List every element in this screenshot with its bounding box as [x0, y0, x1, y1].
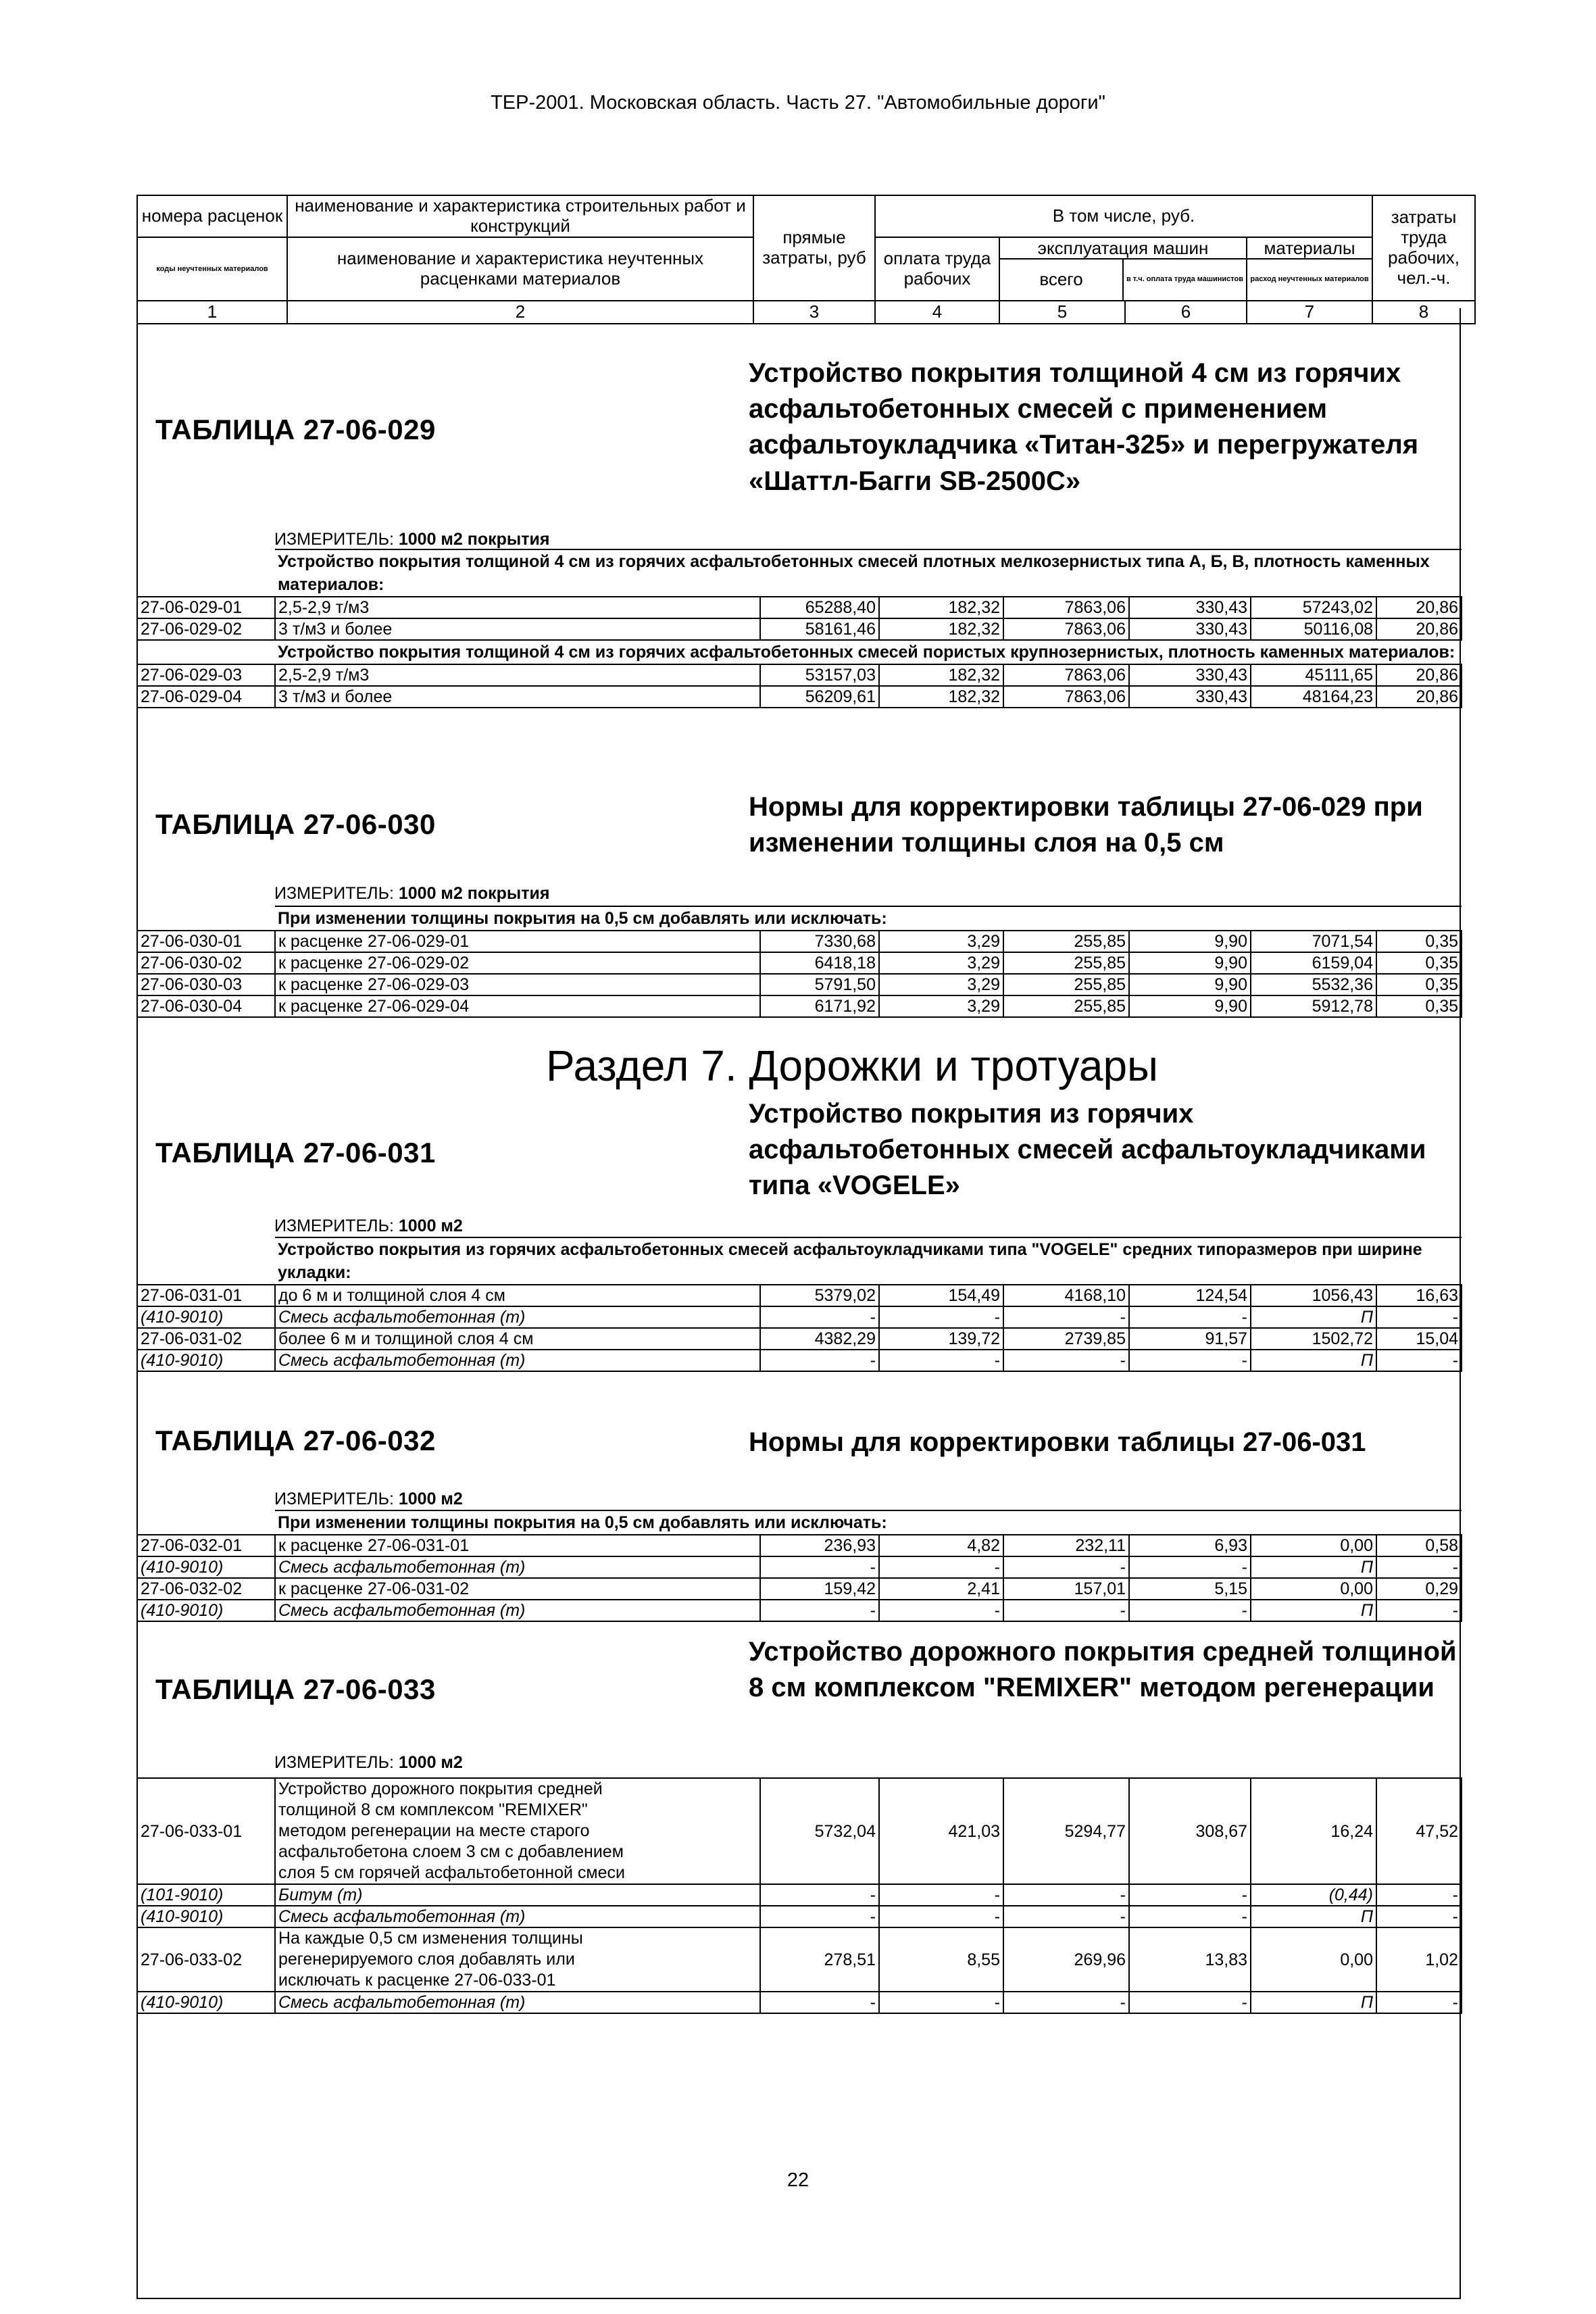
col3-direct-costs: прямые затраты, руб [753, 195, 875, 301]
table-row: (410-9010) Смесь асфальтобетонная (т) - - - - П - [137, 1992, 1462, 2013]
table-row: (410-9010) Смесь асфальтобетонная (т) - - - - П - [137, 1556, 1462, 1578]
col-num: 2 [287, 301, 753, 324]
table-031-measure: ИЗМЕРИТЕЛЬ: 1000 м2 [274, 1216, 463, 1235]
col-num: 6 [1125, 301, 1247, 324]
table-row: 27-06-029-03 2,5-2,9 т/м3 53157,03 182,32 7863,06 330,43 45111,65 20,86 [137, 664, 1462, 686]
table-row: 27-06-030-03 к расценке 27-06-029-03 5791,50 3,29 255,85 9,90 5532,36 0,35 [137, 974, 1462, 995]
col2-bottom: наименование и характеристика неучтенных расценками материалов [287, 237, 753, 301]
table-033-rows [136, 1777, 1462, 2014]
machines-header: эксплуатация машин [1000, 238, 1246, 260]
table-029-title: Устройство покрытия толщиной 4 см из горячих асфальтобетонных смесей с применением асфальтоукладчика «Титан-325» и перегружателя «Шаттл-Багги SB-2500C» [749, 358, 1419, 496]
table-row: 27-06-032-01 к расценке 27-06-031-01 236,93 4,82 232,11 6,93 0,00 0,58 [137, 1535, 1462, 1556]
table-row: 27-06-031-01 до 6 м и толщиной слоя 4 см 5379,02 154,49 4168,10 124,54 1056,43 16,63 [137, 1285, 1462, 1306]
table-032-title: Нормы для корректировки таблицы 27-06-031 [749, 1427, 1366, 1457]
table-032-subheading: При изменении толщины покрытия на 0,5 см добавлять или исключать: [275, 1510, 1462, 1535]
col6-operators: в т.ч. оплата труда машинистов [1126, 275, 1244, 284]
col1-top: номера расценок [137, 195, 287, 237]
table-row: (410-9010) Смесь асфальтобетонная (т) - - - - П - [137, 1906, 1462, 1927]
table-033-name: ТАБЛИЦА 27-06-033 [155, 1673, 436, 1705]
col-num: 1 [137, 301, 287, 324]
table-033-title: Устройство дорожного покрытия средней толщиной 8 см комплексом "REMIXER" методом регенерации [749, 1637, 1457, 1703]
table-row: 27-06-030-04 к расценке 27-06-029-04 6171,92 3,29 255,85 9,90 5912,78 0,35 [137, 995, 1462, 1017]
table-row: (410-9010) Смесь асфальтобетонная (т) - - - - П - [137, 1600, 1462, 1621]
table-row: (410-9010) Смесь асфальтобетонная (т) - - - - П - [137, 1306, 1462, 1328]
table-029-name: ТАБЛИЦА 27-06-029 [155, 414, 436, 445]
table-030-rows [136, 906, 1462, 1018]
section-title: Раздел 7. Дорожки и тротуары [545, 1041, 1159, 1090]
col2-top: наименование и характеристика строительных работ и конструкций [287, 195, 753, 237]
table-030-name: ТАБЛИЦА 27-06-030 [155, 808, 436, 840]
table-032-name: ТАБЛИЦА 27-06-032 [155, 1425, 436, 1456]
table-031-title: Устройство покрытия из горячих асфальтобетонных смесей асфальтоукладчиками типа «VOGELE» [749, 1099, 1426, 1201]
column-header-table [136, 195, 1476, 324]
table-030-title: Нормы для корректировки таблицы 27-06-029 при изменении толщины слоя на 0,5 см [749, 792, 1423, 858]
page-number: 22 [787, 2169, 809, 2191]
col1-bottom: коды неучтенных материалов [137, 237, 287, 301]
col-num: 8 [1372, 301, 1475, 324]
table-029-measure: ИЗМЕРИТЕЛЬ: 1000 м2 покрытия [274, 530, 550, 549]
table-029-rows [136, 549, 1462, 708]
incl-header: В том числе, руб. [875, 195, 1372, 237]
table-row: 27-06-032-02 к расценке 27-06-031-02 159,42 2,41 157,01 5,15 0,00 0,29 [137, 1578, 1462, 1600]
table-033-measure: ИЗМЕРИТЕЛЬ: 1000 м2 [274, 1753, 463, 1772]
table-029-subheading-2: Устройство покрытия толщиной 4 см из горячих асфальтобетонных смесей пористых крупнозернистых, плотность каменных материалов: [275, 640, 1462, 664]
table-032-rows [136, 1510, 1462, 1622]
table-029-subheading-1: Устройство покрытия толщиной 4 см из горячих асфальтобетонных смесей плотных мелкозернистых типа А, Б, В, плотность каменных материалов: [275, 549, 1462, 597]
table-row: 27-06-030-01 к расценке 27-06-029-01 7330,68 3,29 255,85 9,90 7071,54 0,35 [137, 931, 1462, 952]
table-row: (410-9010) Смесь асфальтобетонная (т) - - - - П - [137, 1350, 1462, 1371]
materials-header: материалы [1247, 238, 1372, 260]
table-031-name: ТАБЛИЦА 27-06-031 [155, 1137, 436, 1168]
table-row: 27-06-033-02 На каждые 0,5 см изменения толщины регенерируемого слоя добавлять или исключать к расценке 27-06-033-01 278,51 8,55 269,96 13,83 0,00 1,02 [137, 1927, 1462, 1992]
table-031-subheading: Устройство покрытия из горячих асфальтобетонных смесей асфальтоукладчиками типа "VOGELE" средних типоразмеров при ширине укладки: [275, 1237, 1462, 1285]
table-030-measure: ИЗМЕРИТЕЛЬ: 1000 м2 покрытия [274, 884, 550, 903]
table-031-rows [136, 1237, 1462, 1372]
page-header: ТЕР-2001. Московская область. Часть 27. "Автомобильные дороги" [491, 92, 1105, 114]
col8-labor: затраты труда рабочих, чел.-ч. [1372, 195, 1475, 301]
table-row: 27-06-031-02 более 6 м и толщиной слоя 4 см 4382,29 139,72 2739,85 91,57 1502,72 15,04 [137, 1328, 1462, 1350]
col-num: 3 [753, 301, 875, 324]
table-row: 27-06-029-02 3 т/м3 и более 58161,46 182,32 7863,06 330,43 50116,08 20,86 [137, 618, 1462, 640]
table-032-measure: ИЗМЕРИТЕЛЬ: 1000 м2 [274, 1490, 463, 1508]
col7-materials: расход неучтенных материалов [1250, 275, 1369, 284]
col-num: 4 [875, 301, 999, 324]
col-num: 7 [1247, 301, 1372, 324]
table-row: 27-06-029-01 2,5-2,9 т/м3 65288,40 182,32 7863,06 330,43 57243,02 20,86 [137, 597, 1462, 618]
table-row: 27-06-033-01 Устройство дорожного покрытия средней толщиной 8 см комплексом "REMIXER" методом регенерации на месте старого асфальтобетона слоем 3 см с добавлением слоя 5 см горячей асфальтобетонной смеси 5732,04 421,03 5294,77 308,67 16,24 47,52 [137, 1778, 1462, 1884]
col-num: 5 [999, 301, 1125, 324]
table-row: 27-06-029-04 3 т/м3 и более 56209,61 182,32 7863,06 330,43 48164,23 20,86 [137, 686, 1462, 708]
col4-wages: оплата труда рабочих [875, 237, 999, 301]
table-row: 27-06-030-02 к расценке 27-06-029-02 6418,18 3,29 255,85 9,90 6159,04 0,35 [137, 952, 1462, 974]
col5-total: всего [1000, 260, 1124, 300]
table-030-subheading: При изменении толщины покрытия на 0,5 см добавлять или исключать: [275, 906, 1462, 931]
table-row: (101-9010) Битум (т) - - - - (0,44) - [137, 1884, 1462, 1906]
